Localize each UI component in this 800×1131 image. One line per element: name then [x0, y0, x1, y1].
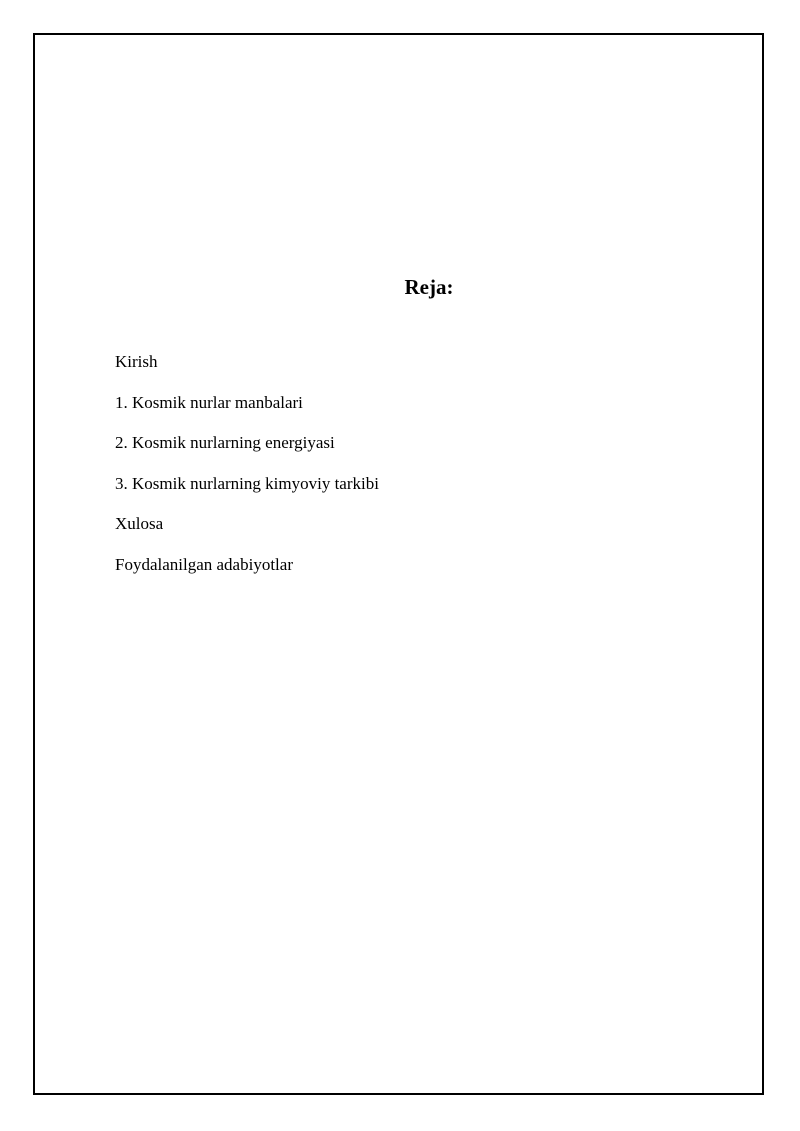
- page-title: Reja:: [404, 275, 454, 299]
- plan-item-intro: Kirish: [115, 352, 158, 371]
- plan-item-conclusion: Xulosa: [115, 514, 164, 533]
- plan-item-2: 2. Kosmik nurlarning energiyasi: [115, 433, 335, 452]
- plan-list: [115, 350, 379, 593]
- plan-item-references: Foydalanilgan adabiyotlar: [115, 554, 293, 574]
- plan-item-1: 1. Kosmik nurlar manbalari: [115, 392, 303, 412]
- plan-item-3: 3. Kosmik nurlarning kimyoviy tarkibi: [115, 473, 379, 493]
